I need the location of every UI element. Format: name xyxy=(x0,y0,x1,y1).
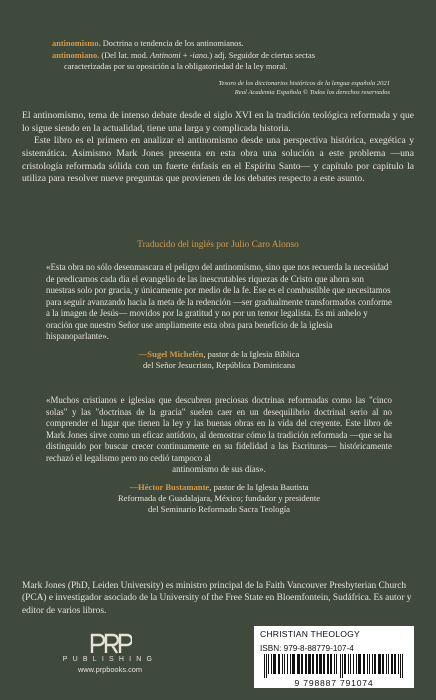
barcode-bar xyxy=(319,654,322,674)
endorsement-text-last: antinomismo de sus días». xyxy=(172,464,266,475)
endorser-role: del Seminario Reformado Sacra Teología xyxy=(148,504,290,515)
barcode-bar xyxy=(391,654,393,674)
endorsement-attribution xyxy=(46,349,392,371)
barcode-digits: 9 798887 791074 xyxy=(294,678,374,688)
definition-antinomiano xyxy=(52,50,390,72)
source-line: Real Academia Española © Todos los derechos reservados xyxy=(234,88,390,96)
definition-italic: Antinomi xyxy=(149,51,181,61)
definition-text: ) adj. Seguidor de ciertas sectas xyxy=(209,51,315,61)
prp-logo-mark xyxy=(54,632,166,654)
barcode-image xyxy=(258,654,410,678)
barcode-bar xyxy=(363,654,365,674)
barcode-bar xyxy=(386,654,387,674)
barcode-panel xyxy=(254,626,414,688)
barcode-bar xyxy=(348,654,349,674)
definition-text: Doctrina o tendencia de los antinomianos. xyxy=(102,39,244,48)
barcode-bar xyxy=(266,654,267,678)
publisher-url: www.prpbooks.com xyxy=(77,665,143,674)
barcode-bar xyxy=(378,654,381,674)
barcode-bar xyxy=(327,654,329,674)
barcode-bar xyxy=(369,654,370,674)
barcode-bar xyxy=(287,654,288,674)
barcode-bar xyxy=(402,654,403,678)
definition-source xyxy=(52,80,390,97)
barcode-bar xyxy=(340,654,341,678)
definition-antinomismo xyxy=(52,38,390,49)
barcode-bar xyxy=(367,654,368,674)
endorser-name: —Héctor Bustamante xyxy=(129,482,210,493)
barcode-bar xyxy=(350,654,351,674)
author-bio: Mark Jones (PhD, Leiden University) es ministro principal de la Faith Vancouver Presbyterian Church (PCA) e investigador asociado de la University of the Free State en Bloemfontein, Sudáfrica. Es autor y editor de varios libros. xyxy=(22,581,412,616)
barcode-bar xyxy=(372,654,373,674)
endorsement-text: «Muchos cristianos e iglesias que descubren preciosas doctrinas reformadas como las "cinco solas" y las "doctrinas de la gracia" suelen caer en un desequilibrio doctrinal serio al no comprender el lugar que tienen la ley y las buenas obras en la vida del creyente. Este libro de Mark Jones sirve como un eficaz antídoto, al demostrar cómo la tradición reformada —que se ha distinguido por buscar crecer continuamente en su fidelidad a las Escrituras— históricamente rechazó el legalismo pero no cedió tampoco al xyxy=(46,395,392,463)
barcode-bar xyxy=(336,654,337,674)
endorser-role: Reformada de Guadalajara, México; fundador y presidente xyxy=(117,493,321,504)
barcode-bar xyxy=(301,654,303,674)
endorsement-attribution xyxy=(46,482,392,516)
barcode-bar xyxy=(356,654,357,674)
barcode-bar xyxy=(264,654,265,678)
prp-logo-icon xyxy=(88,632,132,654)
endorser-role: , pastor de la Iglesia Bíblica xyxy=(203,349,300,360)
barcode-bar xyxy=(271,654,272,674)
barcode-bar xyxy=(358,654,361,674)
barcode-bar xyxy=(282,654,283,674)
barcode-bar xyxy=(305,654,307,674)
definition-term: antinomiano. xyxy=(52,51,100,61)
definition-text: (Del lat. mod. xyxy=(101,51,150,61)
definition-italic: -iano. xyxy=(189,51,210,61)
endorser-role: , pastor de la Iglesia Bautista xyxy=(209,482,309,493)
description-paragraph: Este libro es el primero en analizar el antinomismo desde una perspectiva histórica, exegética y sistemática. Asimismo Mark Jones presenta en esta obra una solución a este problema —una cristología reformada sólida con un fuerte énfasis en el Espíritu Santo— y capítulo por capítulo la utiliza para resolver nueve preguntas que provienen de los debates respecto a este asunto. xyxy=(22,135,414,185)
dictionary-definitions xyxy=(52,38,390,97)
barcode-bar xyxy=(297,654,300,674)
definition-term: antinomismo. xyxy=(52,39,101,48)
endorsement-text: «Esta obra no sólo desenmascara el peligro del antinomismo, sino que nos recuerda la necesidad de predicarnos cada día el evangelio de las inescrutables riquezas de Cristo que ahora son nuestras solo por gracia, y únicamente por medio de la fe. Ese es el combustible que necesitamos para seguir avanzando hacia la meta de la redención —ser gradualmente transformados conforme a la imagen de Jesús— movidos por la gratitud y no por un temor legalista. Es mi anhelo y oración que nuestro Señor use ampliamente esta obra para beneficio de la iglesia hispanoparlante». xyxy=(46,262,392,342)
barcode-bar xyxy=(312,654,314,674)
barcode-bar xyxy=(342,654,343,678)
book-description xyxy=(22,110,414,186)
description-paragraph: El antinomismo, tema de intenso debate desde el siglo XVI en la tradición teológica reformada y que lo sigue siendo en la actualidad, tiene una larga y complicada historia. xyxy=(22,110,414,134)
barcode-bar xyxy=(374,654,376,674)
barcode-bar xyxy=(382,654,384,674)
barcode-bar xyxy=(400,654,401,678)
barcode-bar xyxy=(398,654,399,674)
endorser-name: —Sugel Michelén xyxy=(138,349,204,360)
barcode-bar xyxy=(388,654,389,674)
barcode-bar xyxy=(394,654,396,674)
barcode-bar xyxy=(316,654,318,674)
barcode-bar xyxy=(278,654,280,674)
barcode-bar xyxy=(292,654,295,674)
definition-text: + xyxy=(180,51,190,61)
barcode-bar xyxy=(353,654,354,674)
barcode-bar xyxy=(290,654,291,674)
book-category: CHRISTIAN THEOLOGY xyxy=(260,629,360,639)
isbn-label: ISBN: 979-8-88779-107-4 xyxy=(260,644,354,653)
translator-credit: Traducido del inglés por Julio Caro Alonso xyxy=(137,240,299,250)
barcode-bar xyxy=(344,654,346,674)
publisher-logo xyxy=(54,632,166,674)
endorser-role: del Señor Jesucristo, República Dominicana xyxy=(142,360,296,371)
barcode-bar xyxy=(334,654,335,674)
endorsement-bustamante xyxy=(46,395,392,516)
barcode-bar xyxy=(284,654,285,674)
barcode-bar xyxy=(323,654,325,674)
source-line: Tesoro de los diccionarios históricos de la lengua española 2021 xyxy=(218,80,390,88)
endorsement-michelen xyxy=(46,262,392,371)
barcode-bar xyxy=(268,654,269,674)
barcode-bar xyxy=(308,654,311,674)
barcode-bar xyxy=(273,654,276,674)
definition-text-continued: caracterizadas por su oposición a la obligatoriedad de la ley moral. xyxy=(64,62,288,72)
publisher-wordmark: PUBLISHING xyxy=(62,656,158,663)
barcode-bar xyxy=(330,654,332,674)
